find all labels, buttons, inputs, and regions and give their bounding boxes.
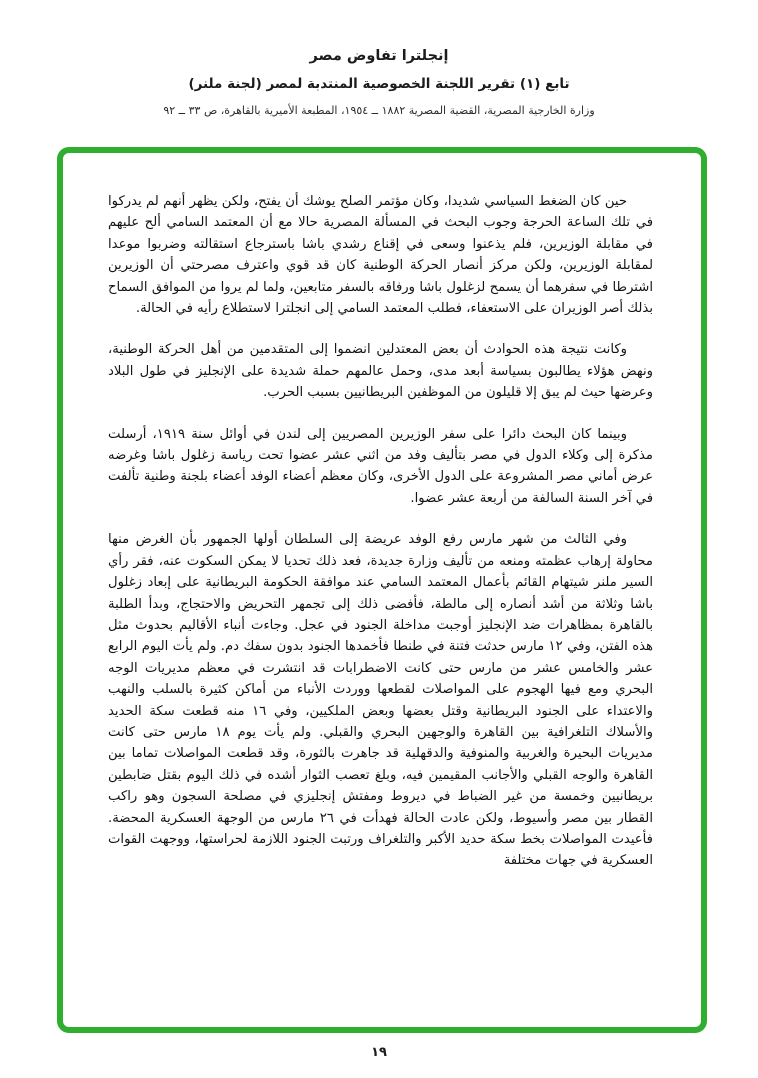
document-source-citation: وزارة الخارجية المصرية، القضية المصرية ١٨٨٢ ــ ١٩٥٤، المطبعة الأميرية بالقاهرة، ص ٣٣ ــ ٩٢ xyxy=(163,104,595,117)
body-text xyxy=(108,191,653,872)
paragraph-3: وبينما كان البحث دائرا على سفر الوزيرين المصريين إلى لندن في أوائل سنة ١٩١٩، أرسلت مذكرة إلى وكلاء الدول في مصر بتأليف وفد من اثني عشر عضوا تحت رياسة زغلول باشا وغرضه عرض أماني مصر المشروعة على الدول الأخرى، وكان معظم أعضاء الوفد أعضاء بلجنة وطنية تألفت في آخر السنة السالفة من أربعة عشر عضوا. xyxy=(108,426,653,506)
document-title: إنجلترا تفاوض مصر xyxy=(309,48,449,64)
content-frame xyxy=(57,147,707,1033)
paragraph-1: حين كان الضغط السياسي شديدا، وكان مؤتمر الصلح يوشك أن يفتح، ولكن يظهر أنهم لم يدركوا في تلك الساعة الحرجة وجوب البحث في المسألة المصرية حالا مع أن المعتمد السامي ألح عليهم في مقابلة الوزيرين، فلم يذعنوا وسعى في إقناع رشدي باشا باسترجاع استقالته وضربوا موعدا لمقابلة الوزيرين، ولكن مركز أنصار الحركة الوطنية كان قد قوي واعترف مصرحتي أن الوزيرين اشترطا في سفرهما أن يسمح لزغلول باشا ورفاقه بالسفر متابعين، ولما لم يروا من الموافق السماح بذلك أصر الوزيران على الاستعفاء، فطلب المعتمد السامي إلى انجلترا لاستطلاع رأيه في الحالة. xyxy=(108,194,653,317)
document-header xyxy=(0,48,758,117)
paragraph-2: وكانت نتيجة هذه الحوادث أن بعض المعتدلين انضموا إلى المتقدمين من أهل الحركة الوطنية، ونهض هؤلاء يطالبون بسياسة أبعد مدى، وحمل عالمهم حملة شديدة على الإنجليز في طول البلاد وعرضها حيث لم يبق إلا قليلون من الموظفين البريطانيين بسبب الحرب. xyxy=(108,342,653,401)
page-number: ١٩ xyxy=(371,1045,387,1060)
paragraph-4: وفي الثالث من شهر مارس رفع الوفد عريضة إلى السلطان أولها الجمهور بأن الغرض منها محاولة إرهاب عظمته ومنعه من تأليف وزارة جديدة، فعد ذلك تحديا لا يمكن السكوت عنه، فقر رأي السير ملنر شيتهام القائم بأعمال المعتمد السامي عند موافقة الحكومة البريطانية على إبعاد زغلول باشا وثلاثة من أشد أنصاره إلى مالطة، فأفضى ذلك إلى تجمهر التحريض والاحتجاج، وبدأ الطلبة بالقاهرة بمظاهرات ضد الإنجليز أوجبت مداخلة الجنود في عجل. وجاءت أنباء الأقاليم بحدوث مثل هذه الفتن، وفي ١٢ مارس حدثت فتنة في طنطا فأخمدها الجنود بدون سفك دم. ولم يأت اليوم الرابع عشر والخامس عشر من مارس حتى كانت الاضطرابات قد انتشرت في معظم مديريات الوجه البحري ومع فيها الهجوم على المواصلات لقطعها ووردت الأنباء من أماكن كثيرة بالسلب والنهب والاعتداء على الجنود البريطانية وقتل بعضها وبعض الملكيين، وفي ١٦ منه قطعت سكة الحديد والأسلاك التلغرافية بين القاهرة والوجهين البحري والقبلي. ولم يأت يوم ١٨ مارس حتى كانت مديريات البحيرة والغربية والمنوفية والدقهلية قد جاهرت بالثورة، وقد قطعت المواصلات تماما بين القاهرة والوجه القبلي والأجانب المقيمين فيه، وبلغ تعصب الثوار أشده في ذلك اليوم بقتل ضابطين بريطانيين وخمسة من غير الضباط في ديروط ومفتش إنجليزي في مصلحة السجون وهو راكب القطار بين مصر وأسيوط، ولكن عادت الحالة فهدأت في ٢٦ مارس من الوجهة العسكرية المحضة. فأعيدت المواصلات بخط سكة حديد الأكبر والتلغراف ورتبت الجنود اللازمة لحراستها، ووجهت القوات العسكرية في جهات مختلفة xyxy=(108,532,653,869)
document-subtitle: تابع (١) تقرير اللجنة الخصوصية المنتدبة لمصر (لجنة ملنر) xyxy=(188,76,570,92)
